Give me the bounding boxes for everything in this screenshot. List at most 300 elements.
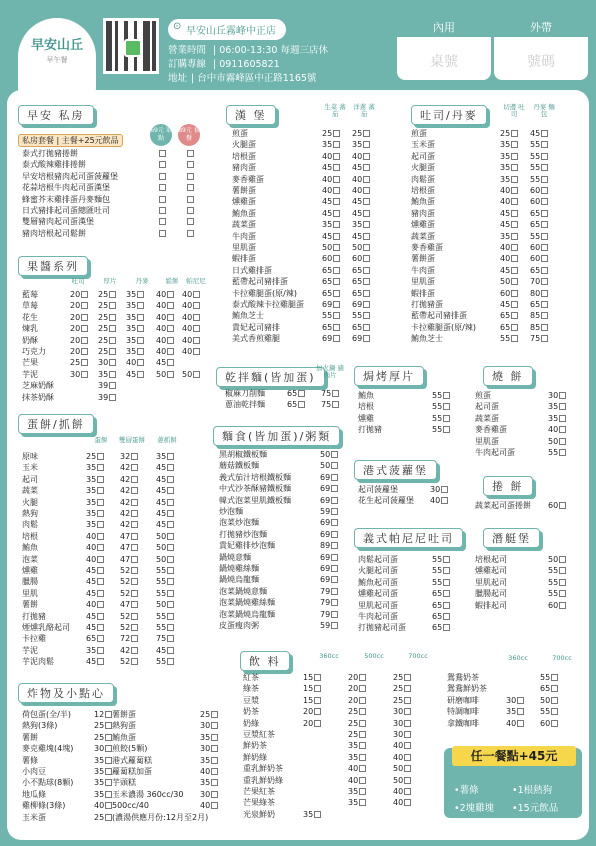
- order-checkbox[interactable]: [331, 565, 338, 572]
- order-checkbox[interactable]: [97, 556, 104, 563]
- order-checkbox[interactable]: [541, 255, 548, 262]
- order-checkbox[interactable]: [131, 635, 138, 642]
- order-checkbox[interactable]: [109, 371, 116, 378]
- order-checkbox[interactable]: [187, 173, 194, 180]
- order-checkbox[interactable]: [97, 658, 104, 665]
- order-checkbox[interactable]: [363, 324, 370, 331]
- order-checkbox[interactable]: [167, 624, 174, 631]
- order-checkbox[interactable]: [559, 392, 566, 399]
- order-checkbox[interactable]: [131, 613, 138, 620]
- order-checkbox[interactable]: [187, 196, 194, 203]
- order-checkbox[interactable]: [211, 768, 218, 775]
- order-checkbox[interactable]: [131, 578, 138, 585]
- price-cell: [98, 346, 116, 357]
- price-cell: [320, 495, 338, 506]
- order-checkbox[interactable]: [333, 324, 340, 331]
- order-checkbox[interactable]: [363, 301, 370, 308]
- order-checkbox[interactable]: [137, 302, 144, 309]
- order-checkbox[interactable]: [443, 613, 450, 620]
- order-checkbox[interactable]: [109, 314, 116, 321]
- order-checkbox[interactable]: [97, 521, 104, 528]
- order-checkbox[interactable]: [559, 426, 566, 433]
- order-checkbox[interactable]: [511, 176, 518, 183]
- order-checkbox[interactable]: [109, 337, 116, 344]
- order-checkbox[interactable]: [404, 708, 411, 715]
- order-checkbox[interactable]: [331, 451, 338, 458]
- order-checkbox[interactable]: [167, 302, 174, 309]
- order-checkbox[interactable]: [359, 685, 366, 692]
- order-checkbox[interactable]: [97, 499, 104, 506]
- order-checkbox[interactable]: [333, 233, 340, 240]
- order-checkbox[interactable]: [363, 130, 370, 137]
- order-checkbox[interactable]: [511, 153, 518, 160]
- order-checkbox[interactable]: [404, 742, 411, 749]
- order-checkbox[interactable]: [359, 697, 366, 704]
- order-checkbox[interactable]: [333, 198, 340, 205]
- order-checkbox[interactable]: [363, 335, 370, 342]
- order-checkbox[interactable]: [159, 184, 166, 191]
- order-checkbox[interactable]: [193, 337, 200, 344]
- order-checkbox[interactable]: [211, 802, 218, 809]
- order-checkbox[interactable]: [404, 731, 411, 738]
- order-checkbox[interactable]: [167, 635, 174, 642]
- order-checkbox[interactable]: [333, 187, 340, 194]
- order-checkbox[interactable]: [404, 720, 411, 727]
- order-checkbox[interactable]: [159, 161, 166, 168]
- order-checkbox[interactable]: [404, 765, 411, 772]
- order-checkbox[interactable]: [109, 394, 116, 401]
- order-checkbox[interactable]: [359, 720, 366, 727]
- qr-code[interactable]: [103, 18, 159, 74]
- order-checkbox[interactable]: [363, 290, 370, 297]
- order-checkbox[interactable]: [511, 130, 518, 137]
- order-checkbox[interactable]: [167, 613, 174, 620]
- order-checkbox[interactable]: [333, 164, 340, 171]
- order-checkbox[interactable]: [137, 291, 144, 298]
- order-checkbox[interactable]: [404, 697, 411, 704]
- order-checkbox[interactable]: [167, 556, 174, 563]
- order-checkbox[interactable]: [404, 685, 411, 692]
- order-checkbox[interactable]: [167, 464, 174, 471]
- order-checkbox[interactable]: [517, 708, 524, 715]
- order-checkbox[interactable]: [97, 613, 104, 620]
- order-checkbox[interactable]: [211, 745, 218, 752]
- order-checkbox[interactable]: [131, 556, 138, 563]
- order-checkbox[interactable]: [443, 392, 450, 399]
- order-checkbox[interactable]: [159, 230, 166, 237]
- order-checkbox[interactable]: [211, 779, 218, 786]
- order-checkbox[interactable]: [333, 130, 340, 137]
- order-checkbox[interactable]: [167, 337, 174, 344]
- order-checkbox[interactable]: [331, 519, 338, 526]
- order-checkbox[interactable]: [97, 453, 104, 460]
- order-checkbox[interactable]: [541, 335, 548, 342]
- order-checkbox[interactable]: [333, 221, 340, 228]
- order-checkbox[interactable]: [167, 499, 174, 506]
- order-checkbox[interactable]: [541, 221, 548, 228]
- order-checkbox[interactable]: [314, 674, 321, 681]
- order-checkbox[interactable]: [363, 255, 370, 262]
- order-checkbox[interactable]: [551, 720, 558, 727]
- order-checkbox[interactable]: [511, 164, 518, 171]
- order-checkbox[interactable]: [363, 164, 370, 171]
- order-checkbox[interactable]: [331, 485, 338, 492]
- order-checkbox[interactable]: [511, 290, 518, 297]
- menu-row: [112, 755, 211, 766]
- order-checkbox[interactable]: [332, 401, 339, 408]
- order-checkbox[interactable]: [167, 371, 174, 378]
- order-checkbox[interactable]: [97, 476, 104, 483]
- order-checkbox[interactable]: [131, 464, 138, 471]
- order-checkbox[interactable]: [81, 302, 88, 309]
- order-checkbox[interactable]: [97, 635, 104, 642]
- order-checkbox[interactable]: [81, 291, 88, 298]
- order-checkbox[interactable]: [97, 624, 104, 631]
- order-checkbox[interactable]: [559, 567, 566, 574]
- order-checkbox[interactable]: [167, 567, 174, 574]
- order-checkbox[interactable]: [331, 474, 338, 481]
- order-checkbox[interactable]: [511, 278, 518, 285]
- table-number-field[interactable]: 桌號: [430, 54, 458, 70]
- order-checkbox[interactable]: [167, 359, 174, 366]
- order-checkbox[interactable]: [331, 588, 338, 595]
- order-checkbox[interactable]: [193, 291, 200, 298]
- order-checkbox[interactable]: [363, 312, 370, 319]
- order-checkbox[interactable]: [363, 210, 370, 217]
- order-checkbox[interactable]: [541, 141, 548, 148]
- order-checkbox[interactable]: [559, 415, 566, 422]
- order-checkbox[interactable]: [333, 255, 340, 262]
- order-number-field[interactable]: 號碼: [527, 54, 555, 70]
- order-checkbox[interactable]: [559, 590, 566, 597]
- item-name: 泰式酸辣雞排捲餅: [22, 160, 86, 170]
- order-checkbox[interactable]: [331, 497, 338, 504]
- order-checkbox[interactable]: [167, 647, 174, 654]
- order-checkbox[interactable]: [559, 502, 566, 509]
- order-checkbox[interactable]: [541, 312, 548, 319]
- order-checkbox[interactable]: [363, 221, 370, 228]
- order-checkbox[interactable]: [97, 567, 104, 574]
- order-checkbox[interactable]: [541, 301, 548, 308]
- dine-in-box[interactable]: [397, 17, 491, 80]
- order-checkbox[interactable]: [159, 196, 166, 203]
- order-checkbox[interactable]: [363, 176, 370, 183]
- order-checkbox[interactable]: [167, 590, 174, 597]
- order-checkbox[interactable]: [333, 153, 340, 160]
- order-checkbox[interactable]: [363, 244, 370, 251]
- order-checkbox[interactable]: [97, 487, 104, 494]
- order-checkbox[interactable]: [359, 674, 366, 681]
- order-checkbox[interactable]: [167, 544, 174, 551]
- order-checkbox[interactable]: [511, 255, 518, 262]
- order-checkbox[interactable]: [359, 754, 366, 761]
- order-checkbox[interactable]: [559, 449, 566, 456]
- order-checkbox[interactable]: [332, 390, 339, 397]
- order-checkbox[interactable]: [81, 371, 88, 378]
- order-checkbox[interactable]: [363, 153, 370, 160]
- order-checkbox[interactable]: [441, 486, 448, 493]
- order-checkbox[interactable]: [363, 267, 370, 274]
- order-checkbox[interactable]: [404, 754, 411, 761]
- order-checkbox[interactable]: [97, 601, 104, 608]
- order-checkbox[interactable]: [131, 476, 138, 483]
- order-checkbox[interactable]: [131, 487, 138, 494]
- order-checkbox[interactable]: [443, 624, 450, 631]
- price-cell: [548, 424, 566, 435]
- order-checkbox[interactable]: [187, 207, 194, 214]
- order-checkbox[interactable]: [404, 788, 411, 795]
- order-checkbox[interactable]: [559, 403, 566, 410]
- order-checkbox[interactable]: [333, 244, 340, 251]
- order-checkbox[interactable]: [359, 777, 366, 784]
- order-checkbox[interactable]: [511, 335, 518, 342]
- order-checkbox[interactable]: [81, 359, 88, 366]
- order-checkbox[interactable]: [559, 556, 566, 563]
- order-checkbox[interactable]: [541, 130, 548, 137]
- order-checkbox[interactable]: [331, 554, 338, 561]
- order-checkbox[interactable]: [359, 788, 366, 795]
- order-checkbox[interactable]: [298, 401, 305, 408]
- order-checkbox[interactable]: [97, 590, 104, 597]
- order-checkbox[interactable]: [314, 708, 321, 715]
- order-checkbox[interactable]: [559, 438, 566, 445]
- order-checkbox[interactable]: [109, 325, 116, 332]
- order-checkbox[interactable]: [109, 291, 116, 298]
- order-checkbox[interactable]: [211, 757, 218, 764]
- order-checkbox[interactable]: [137, 314, 144, 321]
- order-checkbox[interactable]: [541, 278, 548, 285]
- order-checkbox[interactable]: [541, 210, 548, 217]
- order-checkbox[interactable]: [333, 141, 340, 148]
- order-checkbox[interactable]: [159, 207, 166, 214]
- order-checkbox[interactable]: [541, 198, 548, 205]
- order-checkbox[interactable]: [443, 579, 450, 586]
- order-checkbox[interactable]: [541, 244, 548, 251]
- order-checkbox[interactable]: [511, 233, 518, 240]
- order-checkbox[interactable]: [333, 267, 340, 274]
- order-checkbox[interactable]: [443, 426, 450, 433]
- order-checkbox[interactable]: [441, 497, 448, 504]
- order-checkbox[interactable]: [331, 531, 338, 538]
- order-checkbox[interactable]: [359, 765, 366, 772]
- order-checkbox[interactable]: [511, 141, 518, 148]
- order-checkbox[interactable]: [167, 291, 174, 298]
- takeout-box[interactable]: [494, 17, 588, 80]
- order-checkbox[interactable]: [97, 533, 104, 540]
- order-checkbox[interactable]: [404, 799, 411, 806]
- order-checkbox[interactable]: [97, 510, 104, 517]
- order-checkbox[interactable]: [131, 453, 138, 460]
- order-checkbox[interactable]: [193, 348, 200, 355]
- order-checkbox[interactable]: [541, 187, 548, 194]
- order-checkbox[interactable]: [559, 579, 566, 586]
- order-checkbox[interactable]: [404, 674, 411, 681]
- order-checkbox[interactable]: [333, 301, 340, 308]
- order-checkbox[interactable]: [443, 602, 450, 609]
- item-name: 薯餅: [22, 732, 38, 742]
- order-checkbox[interactable]: [81, 337, 88, 344]
- order-checkbox[interactable]: [298, 390, 305, 397]
- item-name: 火腿起司蛋: [358, 566, 398, 576]
- order-checkbox[interactable]: [187, 150, 194, 157]
- order-checkbox[interactable]: [511, 198, 518, 205]
- order-checkbox[interactable]: [541, 153, 548, 160]
- order-checkbox[interactable]: [167, 476, 174, 483]
- order-checkbox[interactable]: [333, 312, 340, 319]
- order-checkbox[interactable]: [211, 734, 218, 741]
- order-checkbox[interactable]: [359, 731, 366, 738]
- order-checkbox[interactable]: [363, 198, 370, 205]
- order-checkbox[interactable]: [131, 624, 138, 631]
- order-checkbox[interactable]: [167, 533, 174, 540]
- order-checkbox[interactable]: [131, 499, 138, 506]
- order-checkbox[interactable]: [314, 811, 321, 818]
- order-checkbox[interactable]: [137, 371, 144, 378]
- order-checkbox[interactable]: [131, 590, 138, 597]
- order-checkbox[interactable]: [193, 314, 200, 321]
- order-checkbox[interactable]: [131, 567, 138, 574]
- order-checkbox[interactable]: [333, 210, 340, 217]
- order-checkbox[interactable]: [331, 622, 338, 629]
- order-checkbox[interactable]: [443, 567, 450, 574]
- order-checkbox[interactable]: [167, 578, 174, 585]
- order-checkbox[interactable]: [511, 244, 518, 251]
- order-checkbox[interactable]: [97, 464, 104, 471]
- order-checkbox[interactable]: [97, 578, 104, 585]
- order-checkbox[interactable]: [109, 302, 116, 309]
- order-checkbox[interactable]: [511, 267, 518, 274]
- menu-row: [411, 276, 541, 287]
- order-checkbox[interactable]: [131, 647, 138, 654]
- order-checkbox[interactable]: [541, 324, 548, 331]
- order-checkbox[interactable]: [359, 742, 366, 749]
- order-checkbox[interactable]: [517, 720, 524, 727]
- order-checkbox[interactable]: [314, 685, 321, 692]
- order-checkbox[interactable]: [193, 325, 200, 332]
- price-value: 45: [156, 497, 167, 507]
- order-checkbox[interactable]: [331, 508, 338, 515]
- order-checkbox[interactable]: [331, 576, 338, 583]
- order-checkbox[interactable]: [517, 697, 524, 704]
- order-checkbox[interactable]: [363, 141, 370, 148]
- order-checkbox[interactable]: [137, 325, 144, 332]
- order-checkbox[interactable]: [109, 382, 116, 389]
- order-checkbox[interactable]: [511, 312, 518, 319]
- order-checkbox[interactable]: [359, 708, 366, 715]
- order-checkbox[interactable]: [331, 462, 338, 469]
- order-checkbox[interactable]: [333, 278, 340, 285]
- order-checkbox[interactable]: [193, 302, 200, 309]
- order-checkbox[interactable]: [559, 602, 566, 609]
- order-checkbox[interactable]: [131, 521, 138, 528]
- order-checkbox[interactable]: [359, 799, 366, 806]
- order-checkbox[interactable]: [81, 325, 88, 332]
- order-checkbox[interactable]: [333, 335, 340, 342]
- order-checkbox[interactable]: [137, 348, 144, 355]
- price-cell: [320, 506, 338, 517]
- sub-title: 潛艇堡: [483, 528, 540, 548]
- order-checkbox[interactable]: [551, 685, 558, 692]
- order-checkbox[interactable]: [331, 611, 338, 618]
- order-checkbox[interactable]: [541, 164, 548, 171]
- order-checkbox[interactable]: [167, 314, 174, 321]
- order-checkbox[interactable]: [333, 290, 340, 297]
- order-checkbox[interactable]: [81, 348, 88, 355]
- order-checkbox[interactable]: [167, 325, 174, 332]
- order-checkbox[interactable]: [167, 510, 174, 517]
- order-checkbox[interactable]: [443, 415, 450, 422]
- order-checkbox[interactable]: [541, 290, 548, 297]
- order-checkbox[interactable]: [511, 210, 518, 217]
- order-checkbox[interactable]: [443, 403, 450, 410]
- order-checkbox[interactable]: [109, 348, 116, 355]
- order-checkbox[interactable]: [404, 777, 411, 784]
- order-checkbox[interactable]: [443, 590, 450, 597]
- order-checkbox[interactable]: [551, 708, 558, 715]
- order-checkbox[interactable]: [187, 230, 194, 237]
- order-checkbox[interactable]: [211, 722, 218, 729]
- order-checkbox[interactable]: [167, 348, 174, 355]
- order-checkbox[interactable]: [331, 542, 338, 549]
- order-checkbox[interactable]: [211, 711, 218, 718]
- order-checkbox[interactable]: [443, 556, 450, 563]
- order-checkbox[interactable]: [159, 173, 166, 180]
- order-checkbox[interactable]: [167, 601, 174, 608]
- order-checkbox[interactable]: [109, 359, 116, 366]
- order-checkbox[interactable]: [159, 150, 166, 157]
- order-checkbox[interactable]: [551, 697, 558, 704]
- order-checkbox[interactable]: [331, 599, 338, 606]
- order-checkbox[interactable]: [363, 187, 370, 194]
- order-checkbox[interactable]: [137, 359, 144, 366]
- order-checkbox[interactable]: [167, 521, 174, 528]
- order-checkbox[interactable]: [511, 221, 518, 228]
- order-checkbox[interactable]: [97, 647, 104, 654]
- order-checkbox[interactable]: [131, 533, 138, 540]
- order-checkbox[interactable]: [137, 337, 144, 344]
- order-checkbox[interactable]: [81, 314, 88, 321]
- order-checkbox[interactable]: [511, 301, 518, 308]
- order-checkbox[interactable]: [541, 176, 548, 183]
- order-checkbox[interactable]: [187, 161, 194, 168]
- order-checkbox[interactable]: [511, 324, 518, 331]
- order-checkbox[interactable]: [131, 658, 138, 665]
- order-checkbox[interactable]: [167, 453, 174, 460]
- price-value: 65: [530, 300, 541, 309]
- order-checkbox[interactable]: [541, 233, 548, 240]
- order-checkbox[interactable]: [187, 184, 194, 191]
- order-checkbox[interactable]: [541, 267, 548, 274]
- order-checkbox[interactable]: [159, 218, 166, 225]
- order-checkbox[interactable]: [314, 697, 321, 704]
- price-value: 40: [322, 174, 333, 184]
- order-checkbox[interactable]: [131, 510, 138, 517]
- order-checkbox[interactable]: [193, 371, 200, 378]
- order-checkbox[interactable]: [333, 176, 340, 183]
- order-checkbox[interactable]: [97, 544, 104, 551]
- order-checkbox[interactable]: [131, 601, 138, 608]
- order-checkbox[interactable]: [211, 791, 218, 798]
- order-checkbox[interactable]: [167, 658, 174, 665]
- order-checkbox[interactable]: [314, 720, 321, 727]
- order-checkbox[interactable]: [167, 487, 174, 494]
- order-checkbox[interactable]: [511, 187, 518, 194]
- order-checkbox[interactable]: [363, 233, 370, 240]
- order-checkbox[interactable]: [363, 278, 370, 285]
- order-checkbox[interactable]: [131, 544, 138, 551]
- order-checkbox[interactable]: [551, 674, 558, 681]
- order-checkbox[interactable]: [187, 218, 194, 225]
